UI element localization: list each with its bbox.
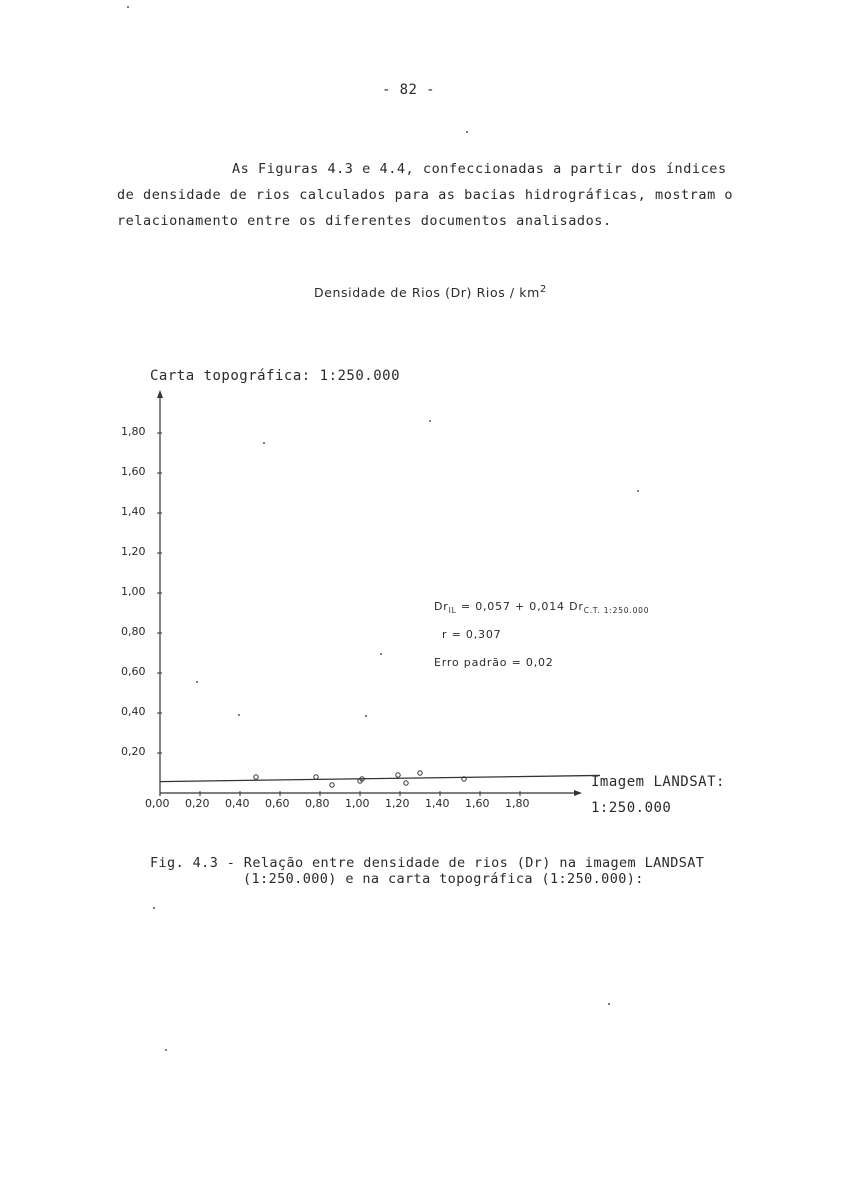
x-tick-label: 1,40 bbox=[425, 797, 450, 810]
figure-caption-line1: Fig. 4.3 - Relação entre densidade de rios (Dr) na imagem LANDSAT bbox=[150, 855, 705, 871]
scan-speck bbox=[263, 442, 265, 444]
scan-speck bbox=[153, 907, 155, 909]
page-number: - 82 - bbox=[382, 82, 435, 98]
x-axis-title-line2: 1:250.000 bbox=[591, 800, 672, 816]
y-tick-label: 0,60 bbox=[121, 665, 146, 678]
x-tick-label: 1,60 bbox=[465, 797, 490, 810]
standard-error: Erro padrão = 0,02 bbox=[434, 656, 554, 669]
scan-speck bbox=[466, 131, 468, 133]
y-tick-label: 1,00 bbox=[121, 585, 146, 598]
scan-speck bbox=[165, 1049, 167, 1051]
x-tick-label: 0,20 bbox=[185, 797, 210, 810]
data-point bbox=[418, 771, 422, 775]
data-point bbox=[330, 783, 334, 787]
y-tick-label: 1,20 bbox=[121, 545, 146, 558]
y-tick-label: 1,80 bbox=[121, 425, 146, 438]
regression-equation bbox=[434, 600, 649, 615]
eq-prefix: Dr bbox=[434, 600, 449, 613]
x-axis-title-line1: Imagem LANDSAT: bbox=[591, 774, 725, 790]
x-tick-label: 0,00 bbox=[145, 797, 170, 810]
x-tick-label: 0,80 bbox=[305, 797, 330, 810]
y-tick-label: 0,20 bbox=[121, 745, 146, 758]
scan-speck bbox=[127, 6, 129, 8]
scan-speck bbox=[365, 715, 367, 717]
paragraph-line: As Figuras 4.3 e 4.4, confeccionadas a partir dos índices bbox=[232, 161, 727, 177]
scan-speck bbox=[608, 1003, 610, 1005]
y-axis-arrow bbox=[157, 390, 163, 398]
chart-title-text: Densidade de Rios (Dr) Rios / km bbox=[314, 285, 540, 301]
y-axis-title: Carta topográfica: 1:250.000 bbox=[150, 368, 401, 384]
chart-title-superscript: 2 bbox=[539, 284, 547, 295]
data-point bbox=[396, 773, 400, 777]
paragraph-line: de densidade de rios calculados para as bacias hidrográficas, mostram o bbox=[117, 187, 734, 203]
scan-speck bbox=[380, 653, 382, 655]
data-point bbox=[404, 781, 408, 785]
y-tick-label: 1,40 bbox=[121, 505, 146, 518]
x-tick-label: 0,60 bbox=[265, 797, 290, 810]
y-tick-label: 1,60 bbox=[121, 465, 146, 478]
scan-speck bbox=[637, 490, 639, 492]
eq-body: = 0,057 + 0,014 Dr bbox=[456, 600, 584, 613]
eq-sub: IL bbox=[448, 606, 457, 616]
regression-line bbox=[160, 775, 600, 781]
data-point bbox=[314, 775, 318, 779]
x-tick-label: 1,00 bbox=[345, 797, 370, 810]
eq-sub2: C.T. 1:250.000 bbox=[583, 606, 650, 616]
scan-speck bbox=[429, 420, 431, 422]
x-tick-label: 0,40 bbox=[225, 797, 250, 810]
x-axis-arrow bbox=[574, 790, 582, 796]
figure-caption-line2: (1:250.000) e na carta topográfica (1:250.000): bbox=[243, 871, 644, 887]
y-tick-label: 0,80 bbox=[121, 625, 146, 638]
x-tick-label: 1,20 bbox=[385, 797, 410, 810]
scan-speck bbox=[238, 714, 240, 716]
correlation-coefficient: r = 0,307 bbox=[442, 628, 502, 641]
x-tick-label: 1,80 bbox=[505, 797, 530, 810]
data-point bbox=[254, 775, 258, 779]
scan-speck bbox=[196, 681, 198, 683]
paragraph-line: relacionamento entre os diferentes documentos analisados. bbox=[117, 213, 612, 229]
y-tick-label: 0,40 bbox=[121, 705, 146, 718]
